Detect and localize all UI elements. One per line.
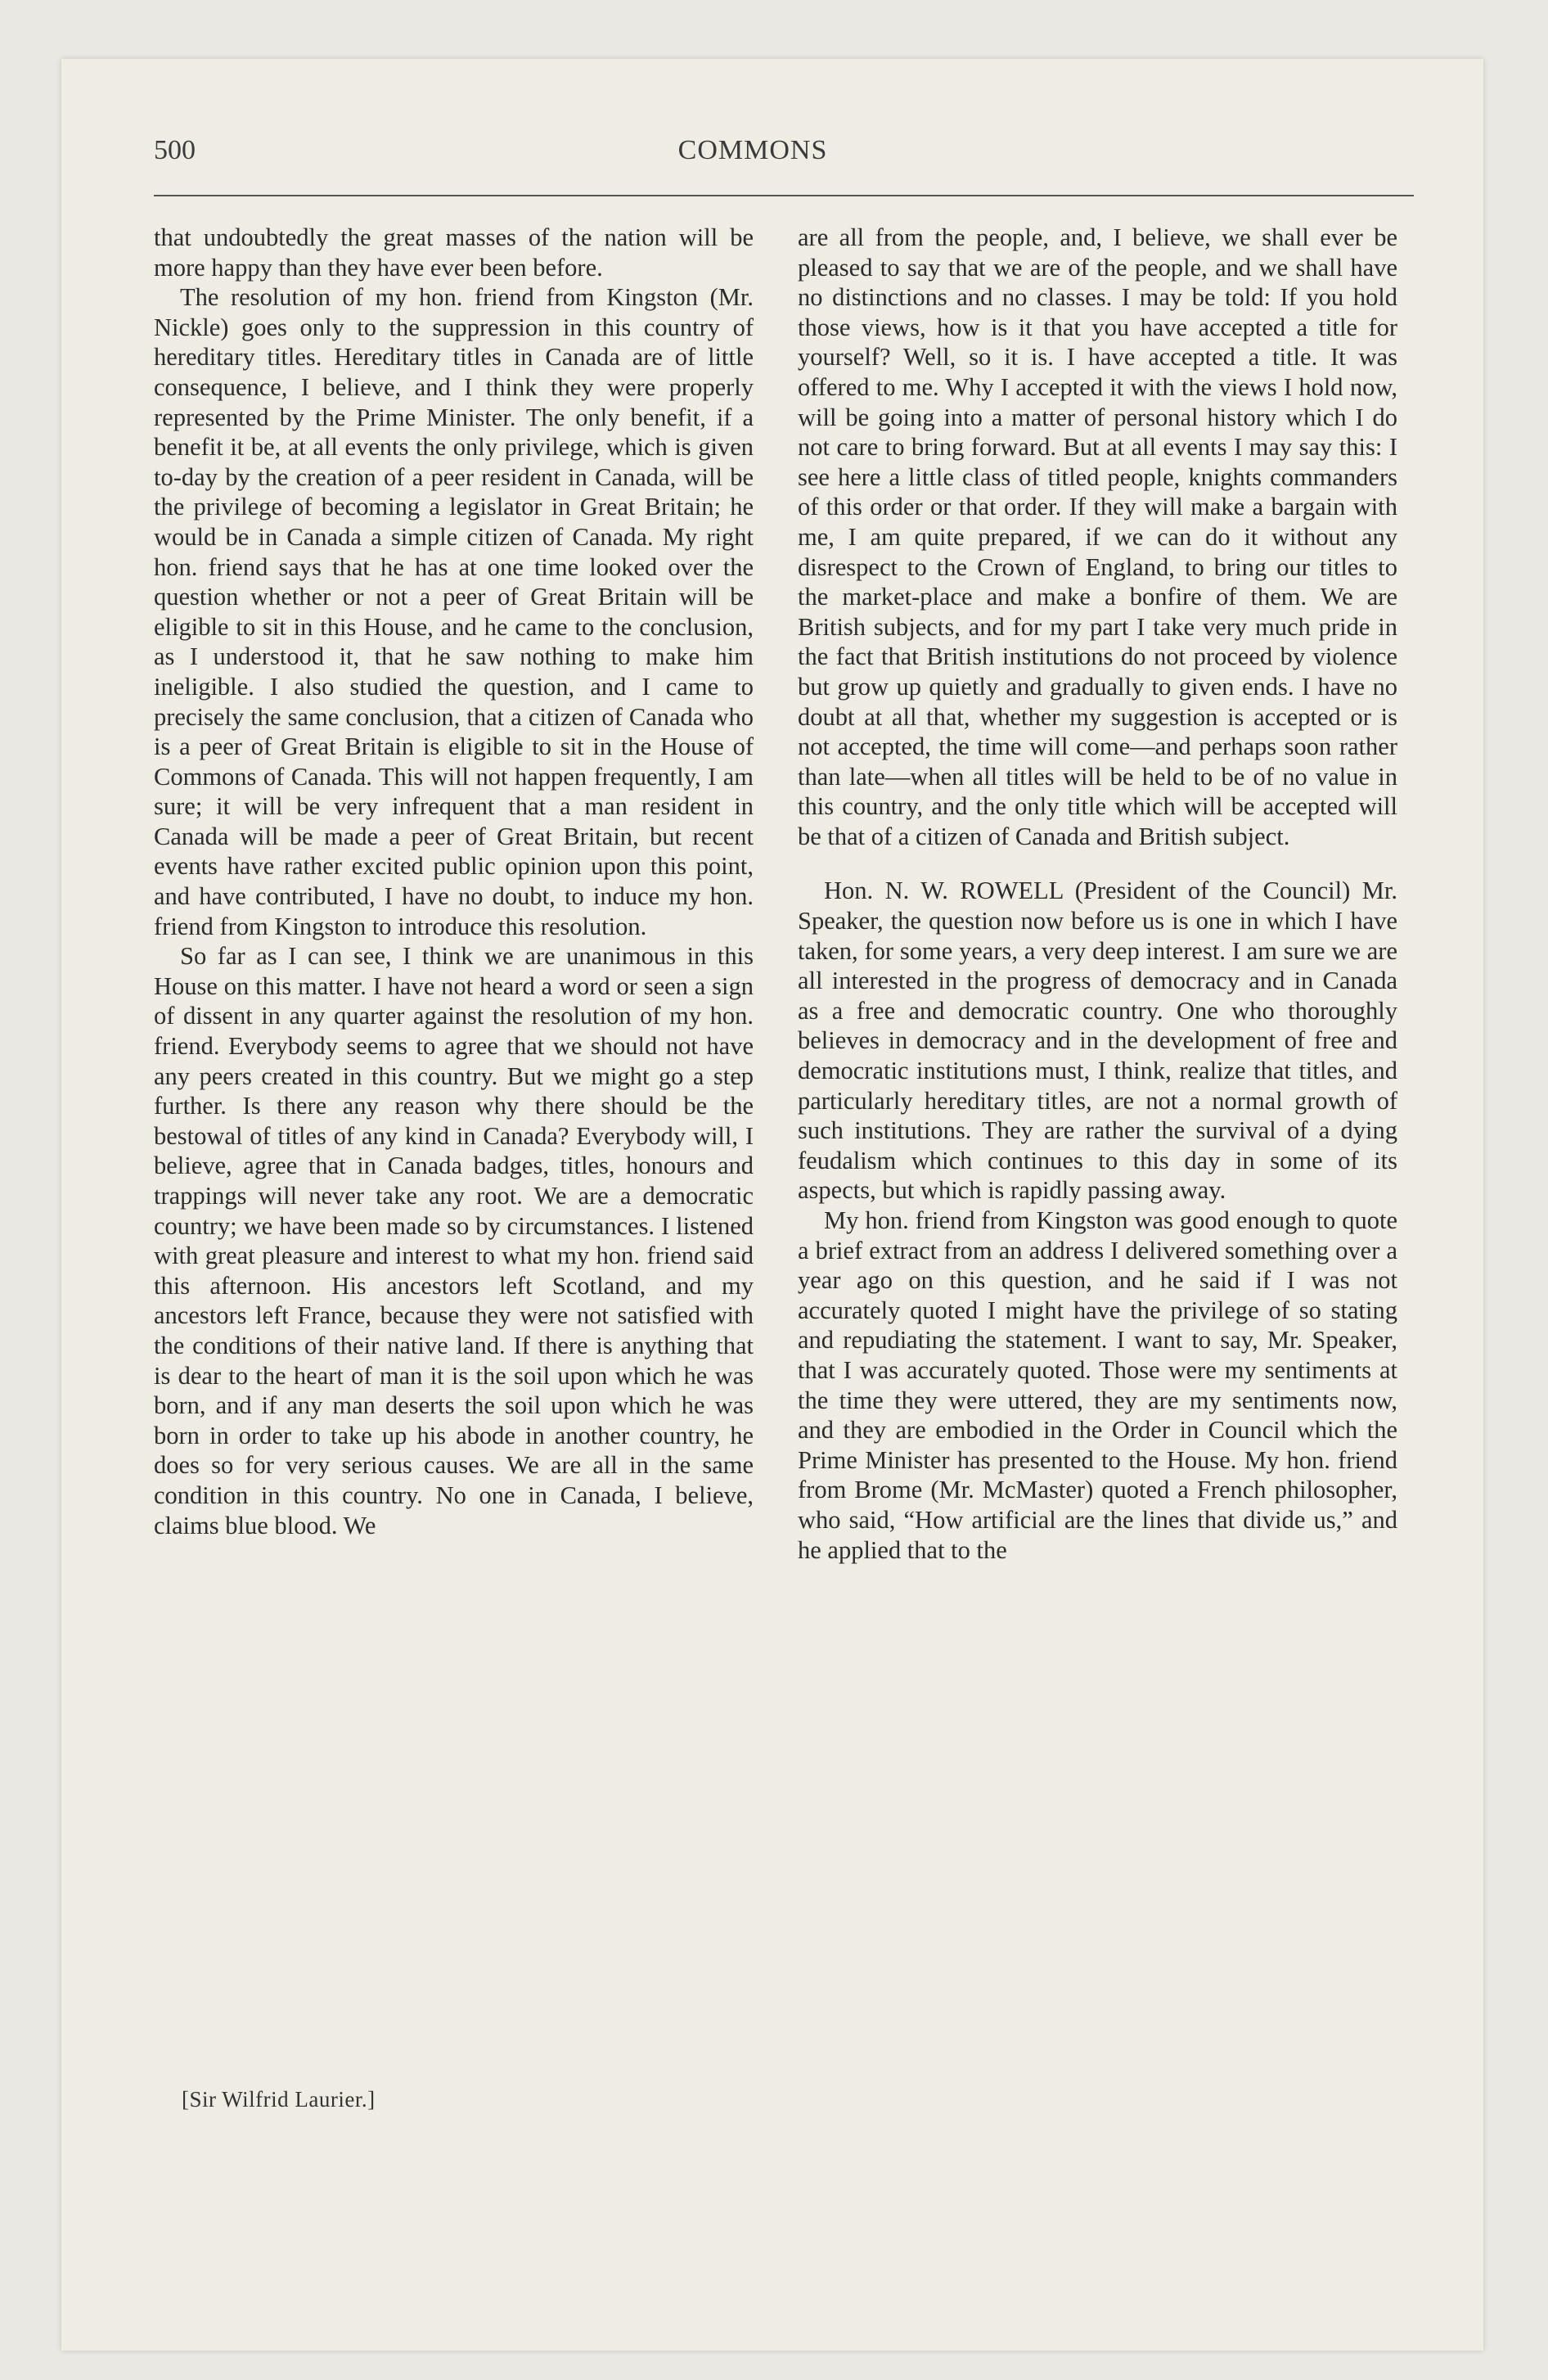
page-header bbox=[90, 135, 1415, 168]
paragraph: My hon. friend from Kingston was good enough to quote a brief extract from an address I delivered something over a year ago on this question, and he said if I was not accurately quoted I might have the privilege of so stating and repudiating the statement. I want to say, Mr. Speaker, that I was accurately quoted. Those were my sentiments at the time they were uttered, they are my sentiments now, and they are embodied in the Order in Council which the Prime Minister has presented to the House. My hon. friend from Brome (Mr. McMaster) quoted a French philosopher, who said, “How artificial are the lines that divide us,” and he applied that to the bbox=[798, 1206, 1397, 1564]
paragraph: are all from the people, and, I believe, we shall ever be pleased to say that we are of the people, and we shall have no distinctions and no classes. I may be told: If you hold those views, how is it that you have accepted a title for yourself? Well, so it is. I have accepted a title. It was offered to me. Why I accepted it with the views I hold now, will be going into a matter of personal history which I do not care to bring forward. But at all events I may say this: I see here a little class of titled people, knights commanders of this order or that order. If they will make a bargain with me, I am quite prepared, if we can do it without any disrespect to the Crown of England, to bring our titles to the market-place and make a bonfire of them. We are British subjects, and for my part I take very much pride in the fact that British institutions do not proceed by violence but grow up quietly and gradually to given ends. I have no doubt at all that, whether my suggestion is accepted or is not accepted, the time will come—and perhaps soon rather than late—when all titles will be held to be of no value in this country, and the only title which will be accepted will be that of a citizen of Canada and British subject. bbox=[798, 223, 1397, 850]
header-rule bbox=[154, 195, 1414, 196]
left-column bbox=[154, 223, 754, 1540]
paragraph: that undoubtedly the great masses of the nation will be more happy than they have ever been before. bbox=[154, 223, 754, 282]
paragraph: Hon. N. W. ROWELL (President of the Council) Mr. Speaker, the question now before us is one in which I have taken, for some years, a very deep interest. I am sure we are all interested in the progress of democracy and in Canada as a free and democratic country. One who thoroughly believes in democracy and in the development of free and democratic institutions must, I think, realize that titles, and particularly hereditary titles, are not a normal growth of such institutions. They are rather the survival of a dying feudalism which continues to this day in some of its aspects, but which is rapidly passing away. bbox=[798, 877, 1397, 1205]
right-column bbox=[798, 223, 1397, 1565]
running-head: COMMONS bbox=[677, 135, 828, 165]
speaker-footer-note: [Sir Wilfrid Laurier.] bbox=[182, 2087, 376, 2112]
page-number: 500 bbox=[154, 135, 196, 165]
paragraph: So far as I can see, I think we are unanimous in this House on this matter. I have not heard a word or seen a sign of dissent in any quarter against the resolution of my hon. friend. Everybody seems to agree that we should not have any peers created in this country. But we might go a step further. Is there any reason why there should be the bestowal of titles of any kind in Canada? Everybody will, I believe, agree that in Canada badges, titles, honours and trappings will never take any root. We are a democratic country; we have been made so by circumstances. I listened with great pleasure and interest to what my hon. friend said this afternoon. His ancestors left Scotland, and my ancestors left France, because they were not satisfied with the conditions of their native land. If there is anything that is dear to the heart of man it is the soil upon which he was born, and if any man deserts the soil upon which he was born in order to take up his abode in another country, he does so for very serious causes. We are all in the same condition in this country. No one in Canada, I believe, claims blue blood. We bbox=[154, 942, 754, 1539]
paragraph: The resolution of my hon. friend from Kingston (Mr. Nickle) goes only to the suppression in this country of hereditary titles. Hereditary titles in Canada are of little consequence, I believe, and I think they were properly represented by the Prime Minister. The only benefit, if a benefit it be, at all events the only privilege, which is given to-day by the creation of a peer resident in Canada, will be the privilege of becoming a legislator in Great Britain; he would be in Canada a simple citizen of Canada. My right hon. friend says that he has at one time looked over the question whether or not a peer of Great Britain will be eligible to sit in this House, and he came to the conclusion, as I understood it, that he saw nothing to make him ineligible. I also studied the question, and I came to precisely the same conclusion, that a citizen of Canada who is a peer of Great Britain is eligible to sit in the House of Commons of Canada. This will not happen frequently, I am sure; it will be very infrequent that a man resident in Canada will be made a peer of Great Britain, but recent events have rather excited public opinion upon this point, and have contributed, I have no doubt, to induce my hon. friend from Kingston to introduce this resolution. bbox=[154, 283, 754, 940]
